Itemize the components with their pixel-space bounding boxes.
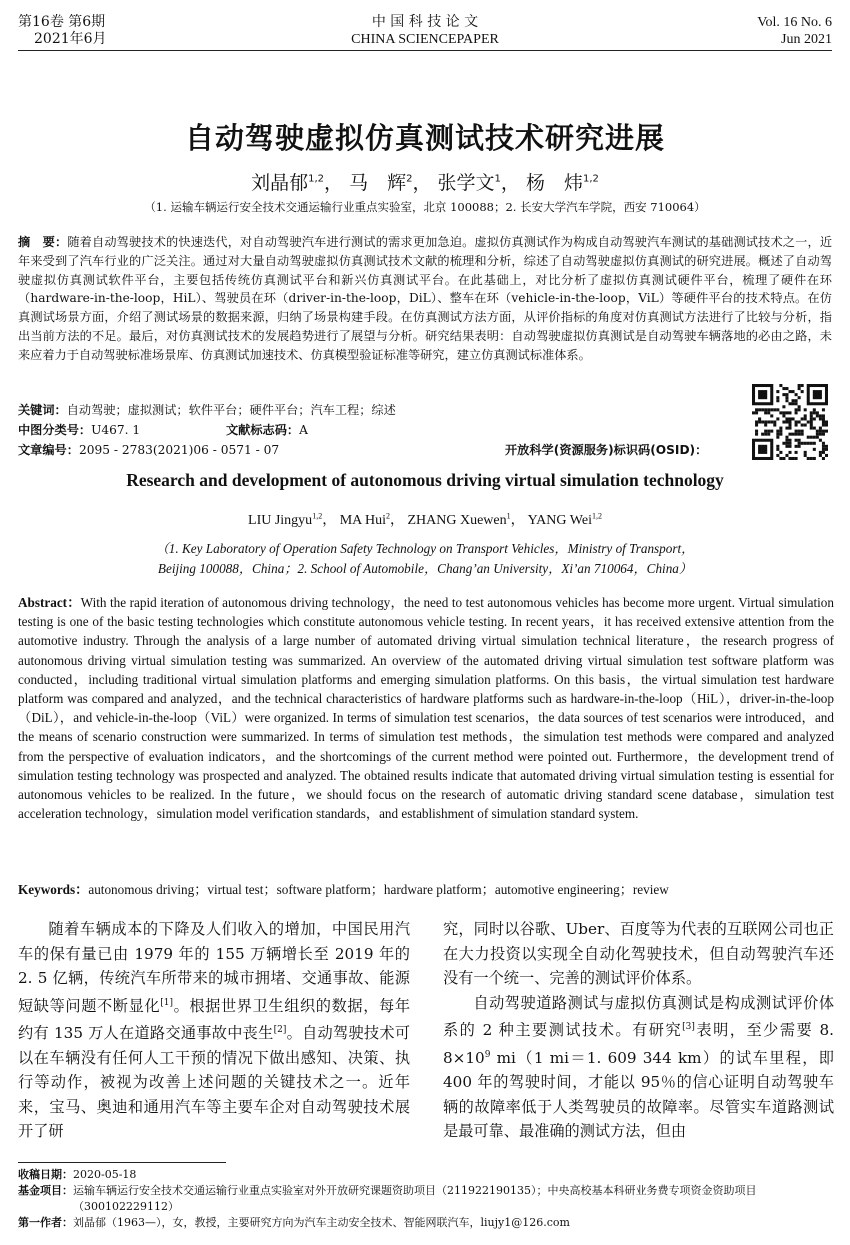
journal-name-cn: 中 国 科 技 论 文 <box>371 14 479 30</box>
abstract-en-label: Abstract： <box>18 595 81 610</box>
fund-label: 基金项目： <box>18 1184 73 1197</box>
first-author-value: 刘晶郁（1963—），女，教授，主要研究方向为汽车主动安全技术、智能网联汽车，liujy1@126.com <box>73 1216 570 1229</box>
abstract-cn <box>18 233 832 365</box>
footnotes <box>18 1167 834 1231</box>
author-affil-sup: 2 <box>406 173 413 185</box>
body-text: 。自动驾驶技术可以在车辆没有任何人工干预的情况下做出感知、决策、执行等动作，被视为改善上述问题的关键技术之一。近年来，宝马、奥迪和通用汽车等主要车企对自动驾驶技术展开了研 <box>18 1024 410 1141</box>
body-paragraph <box>443 917 834 991</box>
author-affil-sup-en: 2 <box>385 511 390 521</box>
abstract-cn-label: 摘 要： <box>18 235 68 249</box>
keywords-en <box>18 880 834 899</box>
keywords-cn <box>18 401 396 420</box>
journal-volume-en <box>757 14 832 48</box>
doc-code-label: 文献标志码： <box>226 423 300 437</box>
doc-code <box>226 421 308 438</box>
author-name: 张学文 <box>437 172 495 194</box>
citation-ref: [2] <box>273 1025 287 1036</box>
article-number-value: 2095 - 2783(2021)06 - 0571 - 07 <box>78 443 280 457</box>
osid-qr-code-icon <box>752 384 828 460</box>
first-author-label: 第一作者： <box>18 1216 73 1229</box>
body-text: 。根据世界卫生组织的数据，每年约有 135 万人在道路交通事故中丧生 <box>18 996 411 1043</box>
issue-date-en: Jun 2021 <box>781 32 832 47</box>
clc-number <box>18 421 140 438</box>
first-author <box>18 1215 834 1231</box>
body-text: 究，同时以谷歌、Uber、百度等为代表的互联网公司也正在大力投资以实现全自动化驾驶技术，但自动驾驶汽车还没有一个统一、完善的测试评价体系。 <box>443 920 834 987</box>
body-right-column <box>443 917 834 1144</box>
received-label: 收稿日期： <box>18 1168 73 1181</box>
journal-name <box>0 14 850 48</box>
fund-value: 运输车辆运行安全技术交通运输行业重点实验室对外开放研究课题资助项目（211922190135）；中央高校基本科研业务费专项资金资助项目（300102229112） <box>73 1184 757 1213</box>
doc-code-value: A <box>299 423 308 437</box>
citation-ref: [1] <box>160 997 173 1008</box>
abstract-en-text: With the rapid iteration of autonomous driving technology，the need to test autonomous vehicles has become more urgent. Virtual simulation testing is one of the basic testing technologies which constitute autonomous vehicle testing. In recent years，it has received extensive attention from the automotive industry. Through the analysis of a large number of automated driving virtual simulation technical literature，the research progress of autonomous driving virtual simulation testing was summarized. An overview of the automated driving virtual simulation test software platform was conducted，including traditional virtual simulation platforms and emerging simulation platforms. On this basis，the virtual simulation test hardware platform was compared and analyzed，and the technical characteristics of hardware platforms such as hardware-in-the-loop（HiL），driver-in-the-loop（DiL），and vehicle-in-the-loop（ViL）were organized. In terms of simulation test scenarios，the data sources of test scenarios were introduced，and the means of scenario construction were summarized. In terms of simulation test methods，the simulation test methods were compared and analyzed from the perspective of evaluation indicators，and the shortcomings of the current method were pointed out. Furthermore，the development trend of simulation testing technology was prospected and analyzed. The obtained results indicate that automated driving virtual simulation testing is essential for autonomous vehicles to be realized. In the future，we should focus on the research of automatic driving standard scene database，simulation test acceleration technology，simulation model verification standards，and establishment of simulation standard system. <box>18 595 834 822</box>
author-name: 杨 炜 <box>525 172 583 194</box>
author-name-en: LIU Jingyu <box>248 513 313 528</box>
author-affil-sup-en: 1 <box>506 511 511 521</box>
keywords-cn-text: 自动驾驶；虚拟测试；软件平台；硬件平台；汽车工程；综述 <box>66 403 396 417</box>
body-text: 表明，至少需要 8. 8×10 <box>443 1021 834 1067</box>
author-name-en: MA Hui <box>339 513 386 528</box>
fund-info <box>18 1183 834 1215</box>
keywords-cn-label: 关键词： <box>18 403 67 417</box>
clc-value: U467. 1 <box>91 423 141 437</box>
author-affil-sup: 1,2 <box>582 173 599 185</box>
keywords-en-label: Keywords： <box>18 882 89 897</box>
abstract-en <box>18 593 834 823</box>
body-text: 自动驾驶道路测试与虚拟仿真测试是构成测试评价体系的 2 种主要测试技术。有研究 <box>443 993 834 1040</box>
volume-issue: 第16卷 第6期 <box>18 14 106 30</box>
author-affil-sup: 1 <box>494 173 501 185</box>
author-name-en: YANG Wei <box>527 513 592 528</box>
issue-date: 2021年6月 <box>34 31 107 47</box>
author-name: 刘晶郁 <box>251 172 309 194</box>
keywords-en-text: autonomous driving；virtual test；software platform；hardware platform；automotive engineering；review <box>88 882 669 897</box>
citation-ref: [3] <box>682 1022 695 1032</box>
abstract-cn-text: 随着自动驾驶技术的快速迭代，对自动驾驶汽车进行测试的需求更加急迫。虚拟仿真测试作为构成自动驾驶汽车测试的基础测试技术之一，近年来受到了汽车行业的广泛关注。通过对大量自动驾驶虚拟仿真测试技术文献的梳理和分析，综述了自动驾驶虚拟仿真测试的研究进展。概述了自动驾驶虚拟仿真测试软件平台，主要包括传统仿真测试平台和新兴仿真测试平台。在此基础上，对比分析了虚拟仿真测试硬件平台，梳理了硬件在环（hardware-in-the-loop，HiL）、驾驶员在环（driver-in-the-loop，DiL）、整车在环（vehicle-in-the-loop，ViL）等硬件平台的技术特点。在仿真测试场景方面，介绍了测试场景的数据来源，归纳了场景构建手段。在仿真测试方法方面，从评价指标的角度对仿真测试方法进行了比较与分析，指出当前方法的不足。最后，对仿真测试技术的发展趋势进行了展望与分析。研究结果表明：自动驾驶虚拟仿真测试是自动驾驶车辆落地的必由之路，未来应着力于自动驾驶标准场景库、仿真测试加速技术、仿真模型验证标准等研究，建立仿真测试标准体系。 <box>18 235 833 362</box>
author-list: 刘晶郁$^{1,2}$， 马 辉$^2$， 张学文$^1$， 杨 炜$^{1,2}$ <box>251 172 599 194</box>
author-name: 马 辉 <box>349 172 407 194</box>
body-text: mi（1 mi＝1. 609 344 km）的试车里程，即 400 年的驾驶时间，才能以 95％的信心证明自动驾驶车辆的故障率低于人类驾驶员的故障率。尽管实车道路测试是最可靠、最准确的测试方法，但由 <box>443 1048 834 1141</box>
author-affil-sup-en: 1,2 <box>591 511 602 521</box>
article-number <box>18 441 279 458</box>
exponent: 9 <box>484 1049 491 1060</box>
received-date <box>18 1167 834 1183</box>
header-rule <box>18 50 832 51</box>
author-name-en: ZHANG Xuewen <box>407 513 507 528</box>
received-value: 2020-05-18 <box>73 1168 137 1181</box>
body-left-column <box>18 917 410 1144</box>
affiliation-en <box>0 539 850 579</box>
volume-issue-en: Vol. 16 No. 6 <box>757 15 832 30</box>
clc-label: 中图分类号： <box>18 423 92 437</box>
body-paragraph <box>443 991 834 1144</box>
footnote-rule <box>18 1162 226 1163</box>
affiliation: （1. 运输车辆运行安全技术交通运输行业重点实验室，北京 100088；2. 长安大学汽车学院，西安 710064） <box>144 200 706 214</box>
affiliation-en-line2: Beijing 100088，China；2. School of Automobile，Chang’an University，Xi’an 710064，China） <box>157 561 693 576</box>
author-list-en: LIU Jingyu$^{1,2}$， MA Hui$^2$， ZHANG Xuewen$^1$， YANG Wei$^{1,2}$ <box>248 511 602 528</box>
author-affil-sup-en: 1,2 <box>312 511 323 521</box>
osid-label: 开放科学(资源服务)标识码(OSID)： <box>505 443 708 457</box>
author-affil-sup: 1,2 <box>308 173 325 185</box>
journal-name-en: CHINA SCIENCEPAPER <box>351 32 499 47</box>
paper-title-en: Research and development of autonomous driving virtual simulation technology <box>126 470 724 490</box>
affiliation-en-line1: （1. Key Laboratory of Operation Safety Technology on Transport Vehicles，Ministry of Transport， <box>155 541 695 556</box>
body-text: 随着车辆成本的下降及人们收入的增加，中国民用汽车的保有量已由 1979 年的 155 万辆增长至 2019 年的 2. 5 亿辆，传统汽车所带来的城市拥堵、交通事故、能源短缺等问题不断显化 <box>18 920 410 1015</box>
article-number-label: 文章编号： <box>18 443 79 457</box>
paper-title: 自动驾驶虚拟仿真测试技术研究进展 <box>184 121 665 155</box>
